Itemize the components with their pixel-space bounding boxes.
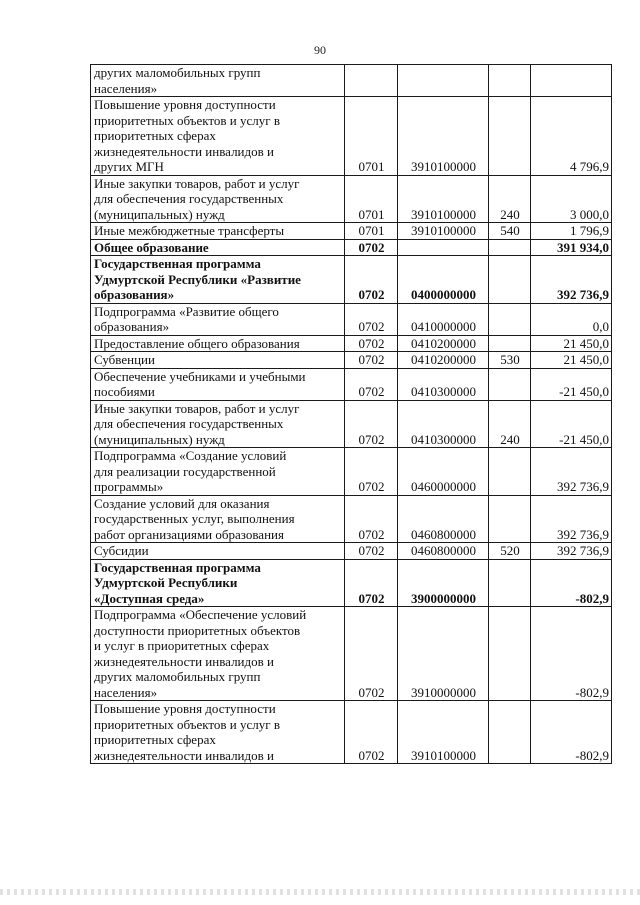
row-name-line: Иные закупки товаров, работ и услуг — [94, 175, 300, 191]
row-name-line: приоритетных объектов и услуг в — [94, 112, 280, 128]
row-name-cell — [91, 239, 345, 256]
section-code-cell: 0702 — [345, 335, 398, 352]
amount-cell: -802,9 — [531, 607, 612, 701]
expense-type-cell: 540 — [489, 223, 531, 240]
section-code-cell: 0702 — [345, 303, 398, 335]
target-article-cell: 3910100000 — [398, 223, 489, 240]
target-article-cell: 0410300000 — [398, 400, 489, 448]
row-name-line: Удмуртской Республики — [94, 575, 238, 590]
section-code-cell: 0702 — [345, 495, 398, 543]
row-name-cell — [91, 495, 345, 543]
row-name-cell — [91, 448, 345, 496]
row-name-cell — [91, 543, 345, 560]
section-code-cell: 0702 — [345, 701, 398, 764]
table-row — [91, 701, 612, 764]
row-name-line: Иные межбюджетные трансферты — [94, 223, 285, 238]
expense-type-cell: 240 — [489, 175, 531, 223]
row-name-line: Удмуртской Республики «Развитие — [94, 271, 301, 287]
amount-cell: -21 450,0 — [531, 400, 612, 448]
budget-table-body — [91, 65, 612, 764]
row-name-line: (муниципальных) нужд — [94, 206, 225, 222]
expense-type-cell — [489, 607, 531, 701]
expense-type-cell — [489, 97, 531, 176]
scan-noise-strip — [0, 889, 640, 895]
target-article-cell: 3910100000 — [398, 97, 489, 176]
section-code-cell: 0702 — [345, 352, 398, 369]
amount-cell: -802,9 — [531, 701, 612, 764]
target-article-cell: 0410300000 — [398, 368, 489, 400]
expense-type-cell — [489, 239, 531, 256]
budget-table — [90, 64, 612, 764]
amount-cell: -21 450,0 — [531, 368, 612, 400]
expense-type-cell — [489, 495, 531, 543]
row-name-line: программы» — [94, 479, 164, 494]
target-article-cell: 0410200000 — [398, 352, 489, 369]
row-name-line: доступности приоритетных объектов — [94, 622, 301, 638]
row-name-cell — [91, 256, 345, 304]
row-name-cell — [91, 223, 345, 240]
amount-cell: 392 736,9 — [531, 543, 612, 560]
row-name-cell — [91, 607, 345, 701]
table-row — [91, 65, 612, 97]
target-article-cell: 3910100000 — [398, 175, 489, 223]
row-name-line: населения» — [94, 684, 158, 700]
row-name-line: «Доступная среда» — [94, 590, 205, 606]
row-name-line: Субвенции — [94, 352, 155, 367]
row-name-cell — [91, 175, 345, 223]
row-name-cell — [91, 335, 345, 352]
row-name-line: Создание условий для оказания — [94, 495, 270, 511]
amount-cell: 4 796,9 — [531, 97, 612, 176]
table-row — [91, 607, 612, 701]
section-code-cell: 0702 — [345, 256, 398, 304]
table-row — [91, 303, 612, 335]
target-article-cell: 3910100000 — [398, 701, 489, 764]
row-name-line: для обеспечения государственных — [94, 416, 284, 431]
row-name-cell — [91, 368, 345, 400]
row-name-line: Подпрограмма «Развитие общего — [94, 303, 279, 319]
amount-cell — [531, 65, 612, 97]
section-code-cell — [345, 65, 398, 97]
table-row — [91, 335, 612, 352]
section-code-cell: 0702 — [345, 239, 398, 256]
target-article-cell: 0460000000 — [398, 448, 489, 496]
row-name-line: Субсидии — [94, 543, 149, 558]
row-name-cell — [91, 701, 345, 764]
amount-cell: 3 000,0 — [531, 175, 612, 223]
row-name-line: Обеспечение учебниками и учебными — [94, 368, 306, 384]
table-row — [91, 352, 612, 369]
row-name-line: для реализации государственной — [94, 463, 276, 479]
amount-cell: 1 796,9 — [531, 223, 612, 240]
table-row — [91, 543, 612, 560]
amount-cell: 21 450,0 — [531, 335, 612, 352]
row-name-line: жизнедеятельности инвалидов и — [94, 653, 274, 669]
row-name-line: Повышение уровня доступности — [94, 701, 276, 716]
section-code-cell: 0702 — [345, 448, 398, 496]
amount-cell: 392 736,9 — [531, 256, 612, 304]
expense-type-cell — [489, 335, 531, 352]
amount-cell: 391 934,0 — [531, 239, 612, 256]
row-name-cell — [91, 97, 345, 176]
row-name-line: (муниципальных) нужд — [94, 431, 225, 447]
amount-cell: 0,0 — [531, 303, 612, 335]
amount-cell: -802,9 — [531, 559, 612, 607]
row-name-line: Общее образование — [94, 239, 209, 255]
row-name-line: государственных услуг, выполнения — [94, 511, 295, 526]
table-row — [91, 256, 612, 304]
row-name-line: приоритетных сферах — [94, 732, 216, 747]
table-row — [91, 559, 612, 607]
expense-type-cell — [489, 368, 531, 400]
row-name-cell — [91, 559, 345, 607]
row-name-cell — [91, 303, 345, 335]
target-article-cell: 0410200000 — [398, 335, 489, 352]
row-name-line: Подпрограмма «Создание условий — [94, 448, 287, 463]
target-article-cell: 0410000000 — [398, 303, 489, 335]
row-name-line: образования» — [94, 319, 170, 334]
row-name-line: жизнедеятельности инвалидов и — [94, 143, 274, 159]
row-name-line: приоритетных сферах — [94, 128, 216, 143]
section-code-cell: 0702 — [345, 559, 398, 607]
row-name-line: Государственная программа — [94, 559, 261, 575]
row-name-cell — [91, 352, 345, 369]
table-row — [91, 448, 612, 496]
row-name-line: приоритетных объектов и услуг в — [94, 716, 280, 732]
expense-type-cell: 520 — [489, 543, 531, 560]
table-row — [91, 175, 612, 223]
amount-cell: 392 736,9 — [531, 495, 612, 543]
row-name-cell — [91, 400, 345, 448]
expense-type-cell: 240 — [489, 400, 531, 448]
row-name-line: Государственная программа — [94, 256, 261, 271]
table-row — [91, 223, 612, 240]
expense-type-cell: 530 — [489, 352, 531, 369]
table-row — [91, 97, 612, 176]
row-name-line: жизнедеятельности инвалидов и — [94, 747, 274, 763]
table-row — [91, 495, 612, 543]
table-row — [91, 400, 612, 448]
target-article-cell: 0400000000 — [398, 256, 489, 304]
expense-type-cell — [489, 65, 531, 97]
row-name-line: пособиями — [94, 384, 155, 399]
section-code-cell: 0702 — [345, 368, 398, 400]
row-name-line: и услуг в приоритетных сферах — [94, 638, 270, 653]
row-name-line: работ организациями образования — [94, 526, 284, 542]
section-code-cell: 0702 — [345, 607, 398, 701]
target-article-cell: 3900000000 — [398, 559, 489, 607]
section-code-cell: 0701 — [345, 97, 398, 176]
row-name-line: для обеспечения государственных — [94, 191, 284, 206]
section-code-cell: 0702 — [345, 543, 398, 560]
expense-type-cell — [489, 448, 531, 496]
page-number: 90 — [314, 43, 326, 57]
expense-type-cell — [489, 559, 531, 607]
target-article-cell: 0460800000 — [398, 495, 489, 543]
table-row — [91, 239, 612, 256]
row-name-cell — [91, 65, 345, 97]
section-code-cell: 0702 — [345, 400, 398, 448]
amount-cell: 392 736,9 — [531, 448, 612, 496]
row-name-line: Предоставление общего образования — [94, 335, 300, 351]
target-article-cell — [398, 239, 489, 256]
expense-type-cell — [489, 701, 531, 764]
row-name-line: других МГН — [94, 159, 164, 174]
row-name-line: Повышение уровня доступности — [94, 97, 276, 112]
row-name-line: образования» — [94, 287, 175, 302]
amount-cell: 21 450,0 — [531, 352, 612, 369]
row-name-line: Иные закупки товаров, работ и услуг — [94, 400, 300, 416]
section-code-cell: 0701 — [345, 175, 398, 223]
row-name-line: Подпрограмма «Обеспечение условий — [94, 607, 307, 622]
section-code-cell: 0701 — [345, 223, 398, 240]
table-row — [91, 368, 612, 400]
row-name-line: других маломобильных групп — [94, 65, 261, 80]
expense-type-cell — [489, 303, 531, 335]
expense-type-cell — [489, 256, 531, 304]
target-article-cell — [398, 65, 489, 97]
target-article-cell: 3910000000 — [398, 607, 489, 701]
row-name-line: других маломобильных групп — [94, 669, 261, 684]
row-name-line: населения» — [94, 80, 158, 96]
target-article-cell: 0460800000 — [398, 543, 489, 560]
